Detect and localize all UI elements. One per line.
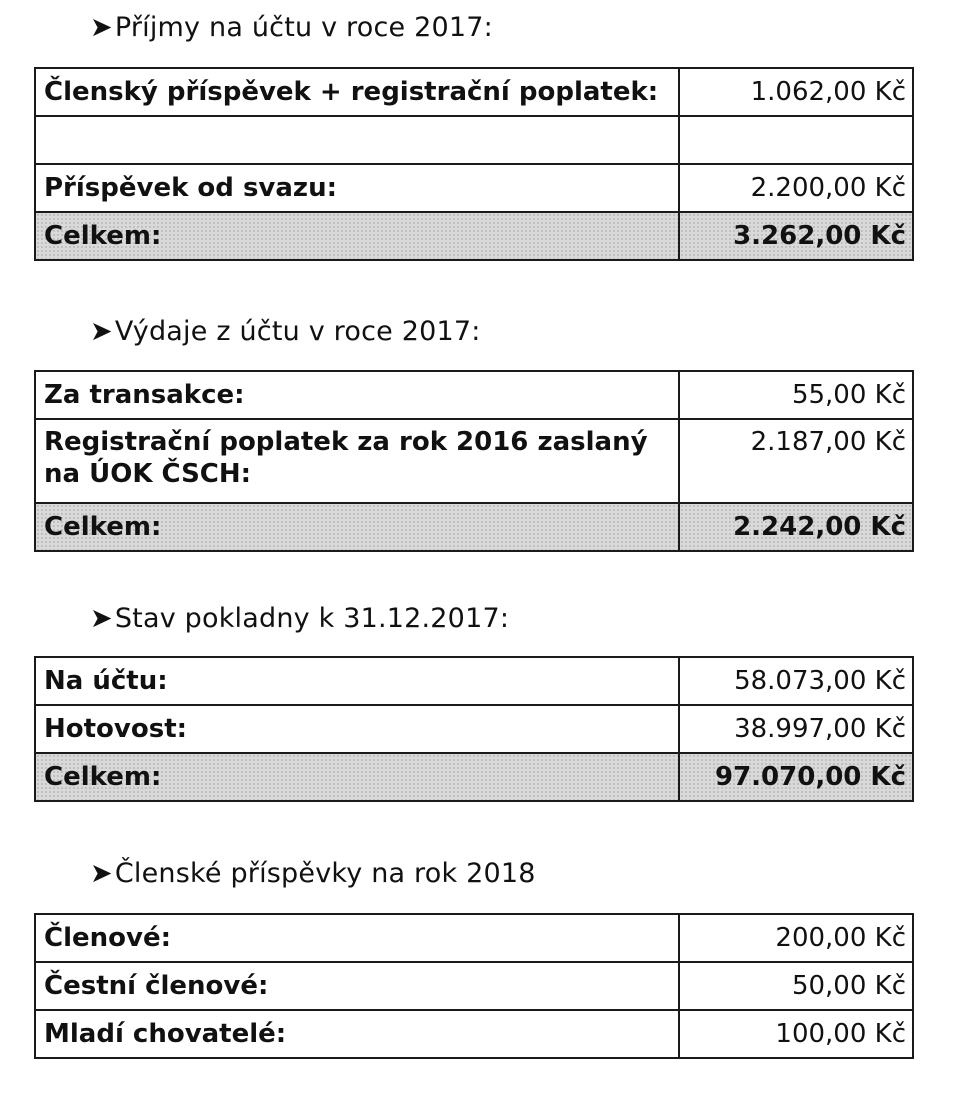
arrow-bullet-icon: ➤ [90,316,113,347]
section-heading-expenses-text: Výdaje z účtu v roce 2017: [114,316,481,347]
membership-fees-table [34,913,914,1059]
row-amount: 58.073,00 Kč [679,657,913,705]
total-row [35,503,913,551]
total-amount: 3.262,00 Kč [679,212,913,260]
row-amount: 2.187,00 Kč [679,419,913,503]
expenses-table [34,370,914,552]
table-row [35,962,913,1010]
row-amount: 200,00 Kč [679,914,913,962]
total-label: Celkem: [35,753,679,801]
row-label: Mladí chovatelé: [35,1010,679,1058]
row-amount: 1.062,00 Kč [679,68,913,116]
section-heading-expenses [90,316,481,348]
table-row-empty [35,116,913,164]
table-row [35,705,913,753]
income-table [34,67,914,261]
row-label: Členové: [35,914,679,962]
table-row [35,1010,913,1058]
section-heading-membership-fees-text: Členské příspěvky na rok 2018 [114,858,536,889]
row-label: Za transakce: [35,371,679,419]
row-label: Členský příspěvek + registrační poplatek: [35,68,679,116]
row-label: Registrační poplatek za rok 2016 zaslaný na ÚOK ČSCH: [35,419,679,503]
table-row [35,164,913,212]
total-amount: 2.242,00 Kč [679,503,913,551]
table-row [35,68,913,116]
row-label: Hotovost: [35,705,679,753]
row-amount: 50,00 Kč [679,962,913,1010]
row-amount: 2.200,00 Kč [679,164,913,212]
table-row [35,371,913,419]
section-heading-cash-status [90,603,509,635]
table-row [35,657,913,705]
row-amount: 55,00 Kč [679,371,913,419]
total-row [35,212,913,260]
row-amount: 100,00 Kč [679,1010,913,1058]
total-label: Celkem: [35,503,679,551]
section-heading-cash-status-text: Stav pokladny k 31.12.2017: [114,603,510,634]
row-label: Příspěvek od svazu: [35,164,679,212]
row-amount: 38.997,00 Kč [679,705,913,753]
row-label: Na účtu: [35,657,679,705]
cash-status-table [34,656,914,802]
total-row [35,753,913,801]
row-label: Čestní členové: [35,962,679,1010]
section-heading-income [90,12,493,44]
arrow-bullet-icon: ➤ [90,858,113,889]
row-amount [679,116,913,164]
row-label [35,116,679,164]
table-row [35,419,913,503]
table-row [35,914,913,962]
arrow-bullet-icon: ➤ [90,12,113,43]
section-heading-income-text: Příjmy na účtu v roce 2017: [114,12,493,43]
total-label: Celkem: [35,212,679,260]
total-amount: 97.070,00 Kč [679,753,913,801]
arrow-bullet-icon: ➤ [90,603,113,634]
section-heading-membership-fees [90,858,536,890]
